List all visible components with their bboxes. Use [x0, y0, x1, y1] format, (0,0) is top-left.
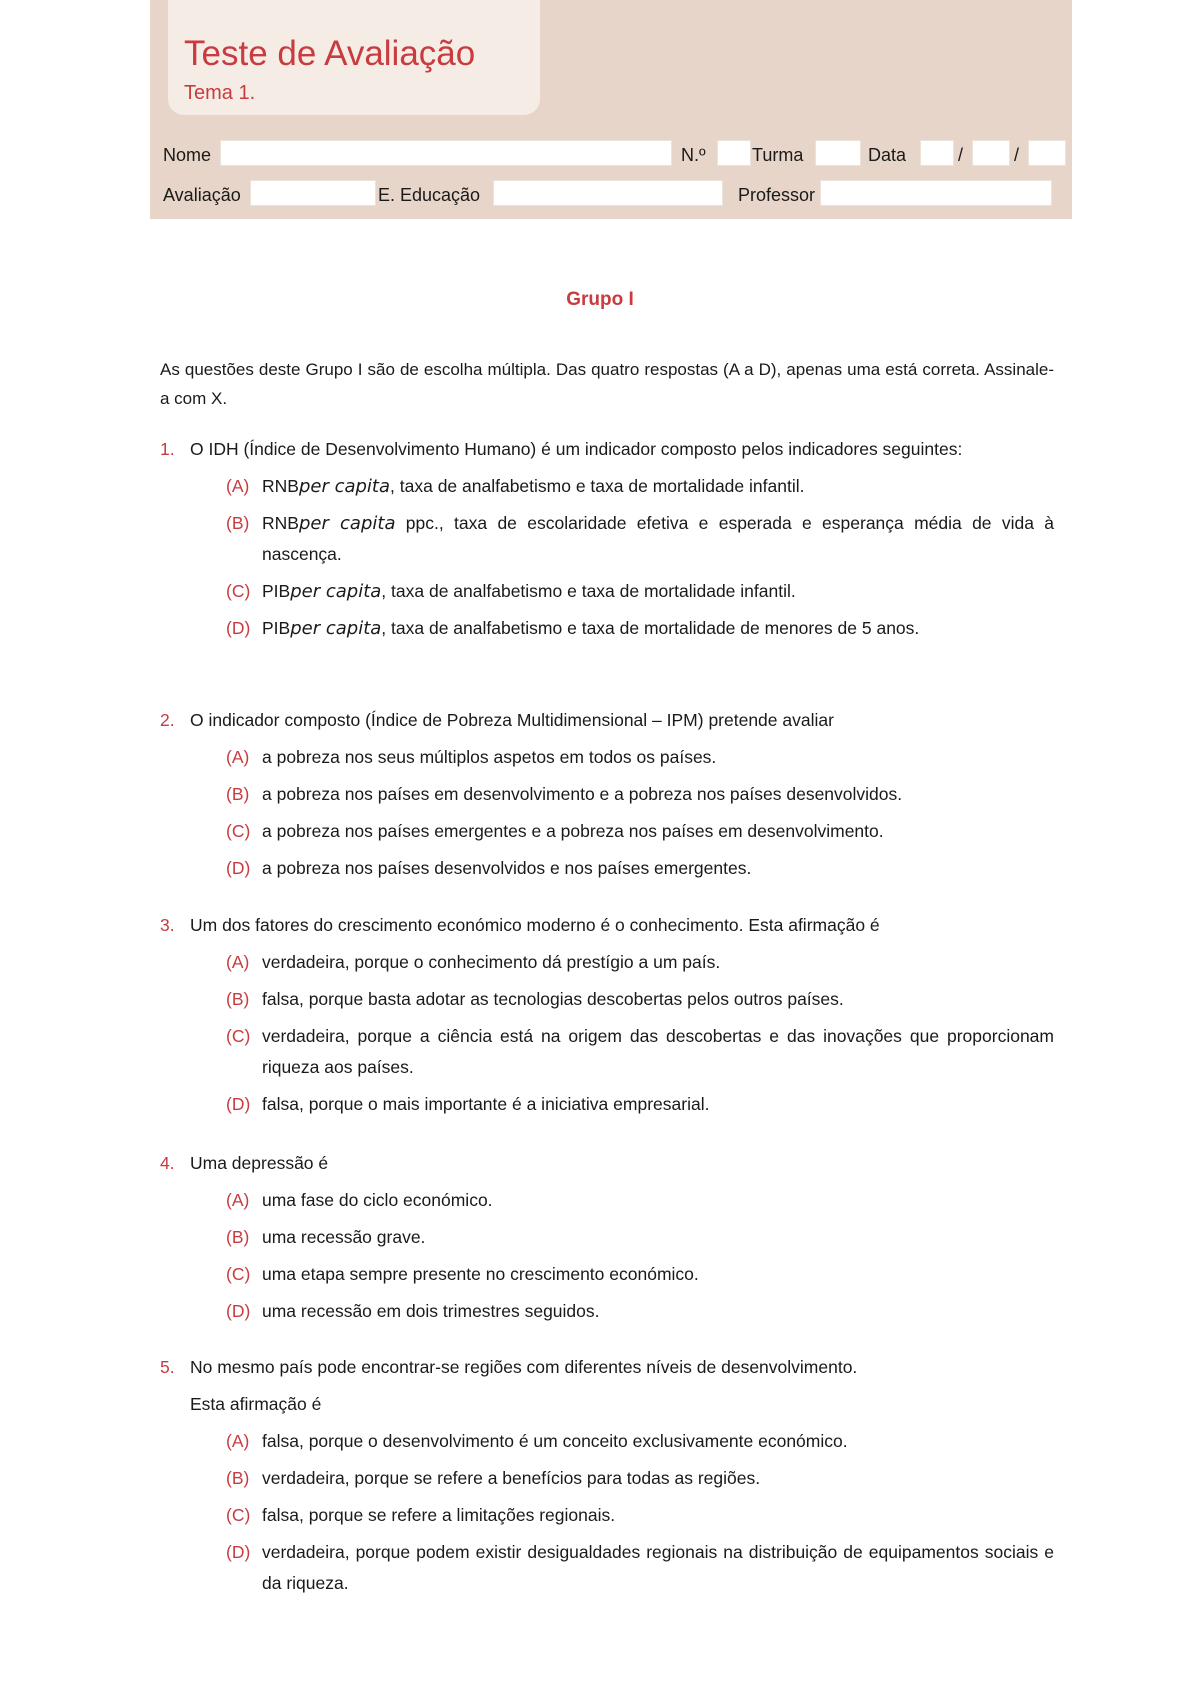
group-intro: As questões deste Grupo I são de escolha múltipla. Das quatro respostas (A a D), apenas uma está correta. Assinale-a com X.	[160, 360, 1054, 408]
option-text: uma fase do ciclo económico.	[262, 1190, 493, 1210]
option-a[interactable]	[160, 947, 1054, 978]
option-text: a pobreza nos seus múltiplos aspetos em todos os países.	[262, 747, 717, 767]
date-month-field[interactable]	[972, 140, 1010, 166]
group-title: Grupo I	[566, 289, 634, 310]
option-label: (A)	[226, 476, 250, 496]
class-field[interactable]	[815, 140, 861, 166]
option-b[interactable]	[160, 508, 1054, 570]
option-b[interactable]	[160, 1222, 1054, 1253]
date-separator: /	[1014, 145, 1020, 165]
number-label: N.º	[681, 145, 706, 165]
question-stem	[160, 1148, 1054, 1179]
option-a[interactable]	[160, 742, 1054, 773]
option-c[interactable]	[160, 1259, 1054, 1290]
option-text: , taxa de analfabetismo e taxa de mortalidade infantil.	[390, 476, 805, 496]
question-text: O IDH (Índice de Desenvolvimento Humano) é um indicador composto pelos indicadores seguintes:	[190, 439, 963, 459]
option-text: verdadeira, porque podem existir desigualdades regionais na distribuição de equipamentos sociais e da riqueza.	[262, 1542, 1054, 1593]
option-label: (C)	[226, 821, 251, 841]
option-text: verdadeira, porque o conhecimento dá prestígio a um país.	[262, 952, 721, 972]
option-label: (C)	[226, 1026, 251, 1046]
option-text: ppc., taxa de escolaridade efetiva e esperada e esperança média de vida à nascença.	[262, 513, 1054, 564]
question-text: No mesmo país pode encontrar-se regiões com diferentes níveis de desenvolvimento.	[190, 1357, 858, 1377]
option-d[interactable]	[160, 1296, 1054, 1327]
option-label: (C)	[226, 1264, 251, 1284]
option-a[interactable]	[160, 1426, 1054, 1457]
option-c[interactable]	[160, 1500, 1054, 1531]
option-text: falsa, porque se refere a limitações regionais.	[262, 1505, 616, 1525]
evaluation-field[interactable]	[250, 180, 376, 206]
option-b[interactable]	[160, 779, 1054, 810]
option-label: (B)	[226, 513, 250, 533]
date-separator: /	[958, 145, 964, 165]
question-number: 1.	[160, 439, 175, 459]
option-label: (B)	[226, 1227, 250, 1247]
question-number: 4.	[160, 1153, 175, 1173]
option-c[interactable]	[160, 816, 1054, 847]
test-header	[150, 0, 1072, 219]
option-text: a pobreza nos países desenvolvidos e nos países emergentes.	[262, 858, 752, 878]
option-label: (A)	[226, 952, 250, 972]
guardian-field[interactable]	[493, 180, 723, 206]
name-label: Nome	[163, 145, 212, 165]
option-b[interactable]	[160, 1463, 1054, 1494]
question-stem	[160, 910, 1054, 941]
class-label: Turma	[752, 145, 804, 165]
option-c[interactable]	[160, 576, 1054, 607]
option-text: PIB	[262, 581, 291, 601]
option-label: (D)	[226, 858, 251, 878]
option-a[interactable]	[160, 471, 1054, 502]
question-text-continuation: Esta afirmação é	[190, 1394, 322, 1414]
option-a[interactable]	[160, 1185, 1054, 1216]
option-italic-text: per capita	[290, 581, 382, 602]
option-label: (B)	[226, 1468, 250, 1488]
option-label: (D)	[226, 1094, 251, 1114]
question-stem	[160, 705, 1054, 736]
option-b[interactable]	[160, 984, 1054, 1015]
question-4	[160, 1148, 1054, 1327]
option-text: verdadeira, porque a ciência está na origem das descobertas e das inovações que proporcionam riqueza aos países.	[262, 1026, 1054, 1077]
teacher-field[interactable]	[820, 180, 1052, 206]
question-2	[160, 705, 1054, 884]
date-year-field[interactable]	[1028, 140, 1066, 166]
option-label: (D)	[226, 618, 251, 638]
option-d[interactable]	[160, 613, 1054, 644]
teacher-label: Professor	[738, 185, 816, 205]
option-text: , taxa de analfabetismo e taxa de mortalidade de menores de 5 anos.	[381, 618, 920, 638]
number-field[interactable]	[717, 140, 751, 166]
question-1	[160, 434, 1054, 644]
option-label: (C)	[226, 1505, 251, 1525]
question-number: 3.	[160, 915, 175, 935]
question-text: Uma depressão é	[190, 1153, 329, 1173]
option-text: , taxa de analfabetismo e taxa de mortalidade infantil.	[381, 581, 796, 601]
option-label: (B)	[226, 784, 250, 804]
question-stem	[160, 1352, 1054, 1383]
question-text: Um dos fatores do crescimento económico moderno é o conhecimento. Esta afirmação é	[190, 915, 880, 935]
option-label: (A)	[226, 1431, 250, 1451]
question-stem	[160, 434, 1054, 465]
option-label: (C)	[226, 581, 251, 601]
test-title: Teste de Avaliação	[184, 34, 476, 73]
date-day-field[interactable]	[920, 140, 954, 166]
option-d[interactable]	[160, 1537, 1054, 1599]
option-label: (D)	[226, 1542, 251, 1562]
option-text: RNB	[262, 476, 299, 496]
option-d[interactable]	[160, 1089, 1054, 1120]
option-label: (A)	[226, 747, 250, 767]
name-field[interactable]	[220, 140, 672, 166]
option-italic-text: per capita	[290, 618, 382, 639]
option-text: uma recessão grave.	[262, 1227, 426, 1247]
option-text: falsa, porque basta adotar as tecnologias descobertas pelos outros países.	[262, 989, 844, 1009]
question-number: 5.	[160, 1357, 175, 1377]
option-text: falsa, porque o desenvolvimento é um conceito exclusivamente económico.	[262, 1431, 848, 1451]
option-c[interactable]	[160, 1021, 1054, 1083]
question-5	[160, 1352, 1054, 1599]
option-text: a pobreza nos países emergentes e a pobreza nos países em desenvolvimento.	[262, 821, 884, 841]
question-3	[160, 910, 1054, 1120]
option-text: uma etapa sempre presente no crescimento económico.	[262, 1264, 699, 1284]
test-subtitle: Tema 1.	[184, 82, 256, 104]
option-text: verdadeira, porque se refere a benefícios para todas as regiões.	[262, 1468, 761, 1488]
option-label: (A)	[226, 1190, 250, 1210]
option-label: (D)	[226, 1301, 251, 1321]
question-text: O indicador composto (Índice de Pobreza Multidimensional – IPM) pretende avaliar	[190, 710, 834, 730]
title-box	[168, 0, 540, 115]
option-italic-text: per capita	[298, 476, 391, 497]
question-number: 2.	[160, 710, 175, 730]
guardian-label: E. Educação	[378, 185, 481, 205]
option-italic-text: per capita	[298, 513, 396, 534]
option-d[interactable]	[160, 853, 1054, 884]
evaluation-label: Avaliação	[163, 185, 241, 205]
date-label: Data	[868, 145, 907, 165]
option-text: uma recessão em dois trimestres seguidos.	[262, 1301, 600, 1321]
option-label: (B)	[226, 989, 250, 1009]
option-text: RNB	[262, 513, 299, 533]
option-text: falsa, porque o mais importante é a iniciativa empresarial.	[262, 1094, 710, 1114]
option-text: PIB	[262, 618, 291, 638]
option-text: a pobreza nos países em desenvolvimento e a pobreza nos países desenvolvidos.	[262, 784, 903, 804]
